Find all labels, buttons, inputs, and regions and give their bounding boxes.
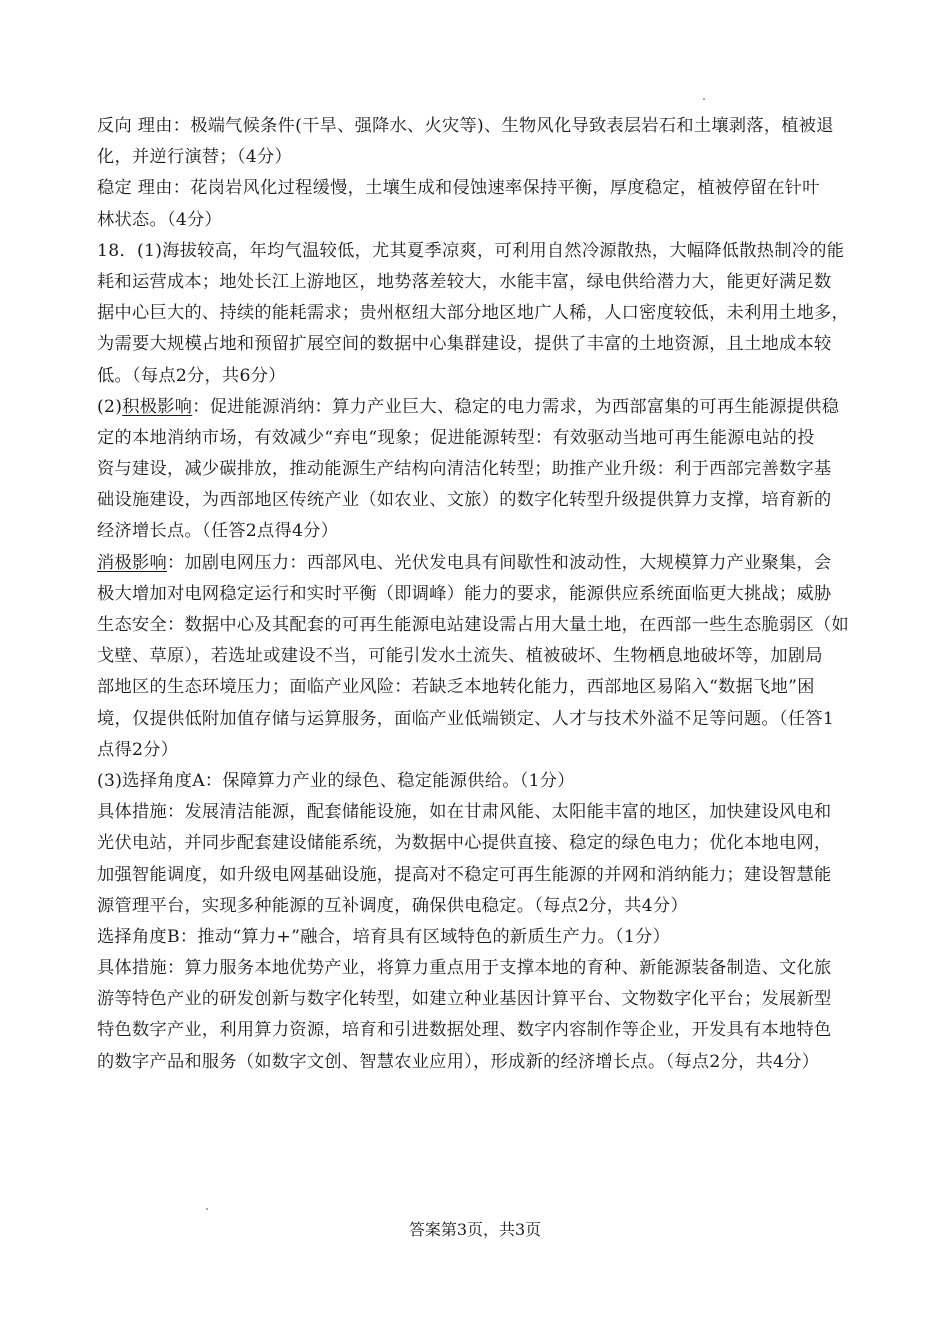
text-segment: ：加剧电网压力：西部风电、光伏发电具有间歇性和波动性，大规模算力产业聚集，会 [166,552,832,573]
negative-impact-label: 消极影响 [97,552,167,573]
text-line: 加强智能调度，如升级电网基础设施，提高对不稳定可再生能源的并网和消纳能力；建设智慧能 [97,864,832,885]
text-line: 具体措施：算力服务本地优势产业，将算力重点用于支撑本地的育种、新能源装备制造、文化旅 [97,958,832,979]
text-line: 低。（每点2分，共6分） [97,365,286,386]
question-number: (2) [97,396,123,417]
text-line: 具体措施：发展清洁能源，配套储能设施，如在甘肃风能、太阳能丰富的地区，加快建设风电和 [97,802,832,823]
text-line: 稳定 理由：花岗岩风化过程缓慢，土壤生成和侵蚀速率保持平衡，厚度稳定，植被停留在针叶 [97,178,820,199]
text-line: 光伏电站，并同步配套建设储能系统，为数据中心提供直接、稳定的绿色电力；优化本地电网， [97,833,832,854]
text-line: 境，仅提供低附加值存储与运算服务，面临产业低端锁定、人才与技术外溢不足等问题。（任答1 [97,708,835,729]
text-line: 的数字产品和服务（如数字文创、智慧农业应用），形成新的经济增长点。（每点2分，共4分） [97,1051,820,1072]
text-line-negative-impact [97,548,857,579]
text-line: 化，并逆行演替；（4分） [97,147,292,168]
text-line: (3)选择角度A：保障算力产业的绿色、稳定能源供给。（1分） [97,770,575,791]
text-line: 游等特色产业的研发创新与数字化转型，如建立种业基因计算平台、文物数字化平台；发展新型 [97,989,832,1010]
text-line: 戈壁、草原），若选址或建设不当，可能引发水土流失、植被破坏、生物栖息地破坏等，加剧局 [97,646,823,667]
text-line: 为需要大规模占地和预留扩展空间的数据中心集群建设，提供了丰富的土地资源，且土地成本较 [97,334,832,355]
answer-page-body [97,111,857,1078]
text-line-positive-impact [97,392,857,423]
text-line: 定的本地消纳市场，有效减少“弃电“现象；促进能源转型：有效驱动当地可再生能源电站的投 [97,427,815,448]
text-line: 18．(1)海拔较高，年均气温较低，尤其夏季凉爽，可利用自然冷源散热，大幅降低散热制冷的能 [97,240,845,261]
scan-speck-bottom [206,1208,208,1210]
text-line: 反向 理由：极端气候条件(干旱、强降水、火灾等)、生物风化导致表层岩石和土壤剥落，植被退 [97,116,834,136]
page-footer: 答案第3页，共3页 [408,1220,542,1239]
scan-speck-top [703,98,705,100]
text-segment: ：促进能源消纳：算力产业巨大、稳定的电力需求，为西部富集的可再生能源提供稳 [192,396,840,417]
text-line: 经济增长点。（任答2点得4分） [97,521,339,542]
text-line: 极大增加对电网稳定运行和实时平衡（即调峰）能力的要求，能源供应系统面临更大挑战；威胁 [97,583,832,604]
text-line: 资与建设，减少碳排放，推动能源生产结构向清洁化转型；助推产业升级：利于西部完善数字基 [97,459,832,480]
text-line: 部地区的生态环境压力；面临产业风险：若缺乏本地转化能力，西部地区易陷入“数据飞地”困 [97,677,815,698]
text-line: 生态安全：数据中心及其配套的可再生能源电站建设需占用大量土地，在西部一些生态脆弱区（如 [97,615,849,635]
text-line: 耗和运营成本；地处长江上游地区，地势落差较大，水能丰富，绿电供给潜力大，能更好满足数 [97,271,832,292]
positive-impact-label: 积极影响 [122,396,193,417]
text-line: 林状态。（4分） [97,209,223,230]
text-line: 选择角度B：推动“算力+”融合，培育具有区域特色的新质生产力。（1分） [97,926,671,947]
text-line: 点得2分） [97,739,179,760]
text-line: 据中心巨大的、持续的能耗需求；贵州枢纽大部分地区地广人稀，人口密度较低，未利用土地多， [97,303,849,324]
text-line: 源管理平台，实现多种能源的互补调度，确保供电稳定。（每点2分，共4分） [97,895,688,916]
text-line: 特色数字产业，利用算力资源，培育和引进数据处理、数字内容制作等企业，开发具有本地特色 [97,1020,832,1041]
text-line: 础设施建设，为西部地区传统产业（如农业、文旅）的数字化转型升级提供算力支撑，培育新的 [97,490,832,511]
